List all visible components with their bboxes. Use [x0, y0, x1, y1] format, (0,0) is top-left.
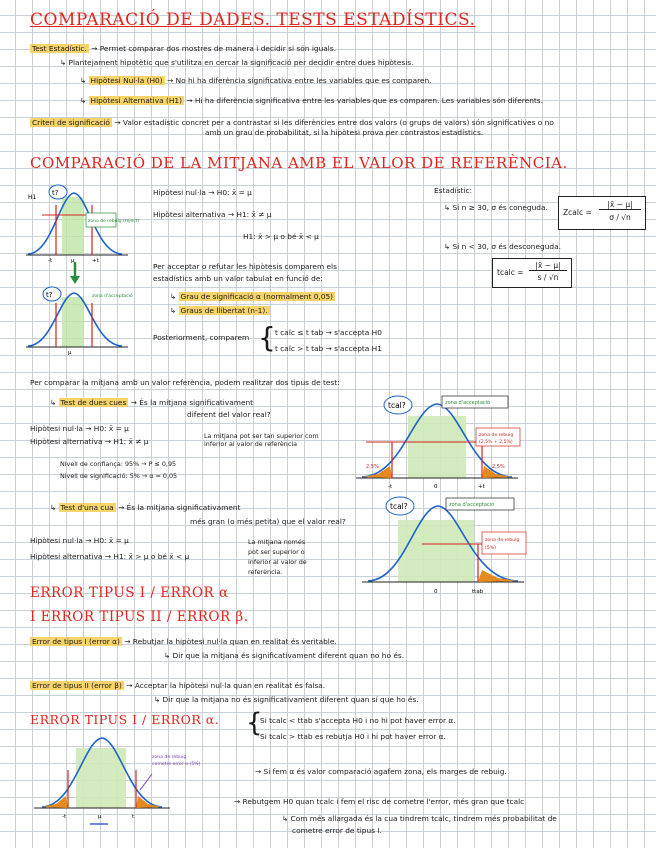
- fig2-accept: zona d'acceptació: [445, 400, 491, 406]
- fig4-tick-2: t: [132, 814, 135, 820]
- hypo-intro: ↳ Plantejament hipotètic que s'utilitza en cercar la significació per decidir entre dues hipòtesis.: [60, 58, 414, 67]
- z-num: |x̄ − μ|: [599, 200, 641, 210]
- normal-curve-figure-top: [22, 183, 140, 264]
- fig4-note-1: zona de rebuig: [152, 755, 187, 760]
- fig1-q: t?: [52, 189, 59, 197]
- h0-def: No hi ha diferència significativa entre les variables que es comparen.: [175, 76, 432, 85]
- t1-def-1: És la mitjana significativament: [126, 503, 241, 512]
- t2-h1: Hipòtesi alternativa → H1: x̄ ≠ μ: [30, 437, 149, 446]
- e2-line: Error de tipus II (error β) → Acceptar la hipòtesi nul·la quan en realitat és falsa.: [32, 681, 326, 690]
- t1-h0: Hipòtesi nul·la → H0: x̄ = μ: [30, 536, 129, 545]
- fig3-tick-0: 0: [434, 589, 438, 595]
- b5: ↳ Com més allargada és la cua tindrem tcalc, tindrem més probabilitat de: [282, 814, 557, 823]
- s2-crit-b-text: Graus de llibertat (n-1).: [180, 306, 268, 315]
- fig2-tick-0: -t: [388, 484, 393, 490]
- fig1-tick-1: μ: [71, 258, 75, 264]
- s4-title-2: I ERROR TIPUS II / ERROR β.: [30, 609, 249, 625]
- fig2-left: 2,5%: [366, 464, 379, 470]
- s2-h1b: H1: x̄ > μ o bé x̄ < μ: [243, 232, 319, 241]
- stat-a-text: Si n ≥ 30, σ és coneguda.: [452, 203, 548, 212]
- s2-h1: Hipòtesi alternativa → H1: x̄ ≠ μ: [153, 210, 272, 219]
- e1-def-2-text: Dir que la mitjana és significativament diferent quan no ho és.: [172, 651, 405, 660]
- fig1-zone: zona de rebuig (reject): [88, 219, 140, 224]
- fig4-tick-0: -t: [62, 814, 67, 820]
- t2-h0: Hipòtesi nul·la → H0: x̄ = μ: [30, 424, 129, 433]
- t2-label: Test de dues cues: [60, 398, 127, 407]
- fig2-q: tcal?: [388, 401, 406, 410]
- test-label: Test Estadístic.: [32, 44, 87, 53]
- t1-line: ↳ Test d'una cua → És la mitjana significativament: [50, 503, 241, 512]
- fig1-h1: H1: [28, 194, 37, 201]
- t1-note-2: pot ser superior o: [248, 548, 305, 556]
- t1-def-2: més gran (o més petita) que el valor real?: [190, 517, 346, 526]
- t1-note-4: referència.: [248, 568, 283, 576]
- fig2-reject: zona de rebuig: [479, 433, 514, 438]
- t2-note-1: La mitjana pot ser tan superior com: [204, 432, 319, 440]
- error-alpha-figure: [30, 730, 230, 842]
- sig-line: Nivell de significació: 5% → α = 0,05: [60, 472, 178, 480]
- s2-h0: Hipòtesi nul·la → H0: x̄ = μ: [153, 188, 252, 197]
- brace: {: [258, 321, 276, 354]
- b3: → Si fem α és valor comparació agafem zona, els marges de rebuig.: [255, 767, 507, 776]
- t2-line: ↳ Test de dues cues → És la mitjana significativament: [50, 398, 254, 407]
- fig2-tick-1: 0: [434, 484, 438, 490]
- b4: → Rebutgem H0 quan tcalc i fem el risc de cometre l'error, més gran que tcalc: [234, 797, 525, 806]
- fig3-reject: zona de rebuig: [485, 538, 520, 543]
- b5-text: Com més allargada és la cua tindrem tcalc, tindrem més probabilitat de: [290, 814, 557, 823]
- page-title: COMPARACIÓ DE DADES. TESTS ESTADÍSTICS.: [30, 10, 476, 30]
- fig1b-accept: zona d'acceptació: [92, 294, 133, 299]
- fig1b-q: t?: [46, 291, 53, 299]
- b2: Si tcalc > ttab es rebutja H0 i hi pot haver error α.: [260, 732, 446, 741]
- e1-line: Error de tipus I (error α) → Rebutjar la hipòtesi nul·la quan en realitat és veritable.: [32, 637, 337, 646]
- two-tailed-figure: [352, 392, 522, 496]
- fig1b-tick: μ: [68, 350, 72, 356]
- e2-def-1: Acceptar la hipòtesi nul·la quan en realitat és falsa.: [134, 681, 326, 690]
- s2-reject-2: estadístics amb un valor tabulat en funció de:: [153, 274, 323, 283]
- stat-b: ↳ Si n < 30, σ és desconeguda.: [444, 242, 561, 251]
- e2-label: Error de tipus II (error β): [32, 681, 122, 690]
- t2-note-2: inferior al valor de referència: [204, 440, 298, 448]
- t1-label: Test d'una cua: [60, 503, 114, 512]
- z-den: σ / √n: [609, 213, 631, 222]
- s2-cmp-1: t calc ≤ t tab → s'accepta H0: [275, 328, 382, 337]
- b4-text: Rebutgem H0 quan tcalc i fem el risc de cometre l'error, més gran que tcalc: [242, 797, 525, 806]
- stat-a: ↳ Si n ≥ 30, σ és coneguda.: [444, 203, 548, 212]
- z-formula-box: [558, 196, 646, 230]
- fig1-tick-0: -t: [48, 258, 53, 264]
- fig2-tick-2: +t: [478, 484, 485, 490]
- fig2-right: 2,5%: [492, 464, 505, 470]
- s4-sub-title: ERROR TIPUS I / ERROR α.: [30, 712, 220, 727]
- h1-def: Hi ha diferència significativa entre les variables que es comparen. Les variables són diferents.: [194, 96, 543, 105]
- fig4-note-2: cometre error α (5%): [152, 762, 201, 767]
- s2-crit-a: ↳ Grau de significació α (normalment 0,05): [170, 292, 334, 301]
- down-arrow: [70, 262, 80, 284]
- h1-line: ↳ Hipòtesi Alternativa (H1) → Hi ha diferència significativa entre les variables que es comparen. Les variables són diferents.: [80, 96, 543, 105]
- fig3-reject-b: (5%): [485, 546, 496, 551]
- t-lhs: tcalc =: [497, 268, 524, 277]
- normal-curve-figure-bottom: [22, 285, 132, 355]
- z-lhs: Zcalc =: [563, 208, 592, 217]
- fig3-q: tcal?: [390, 502, 408, 511]
- crit-def-1: Valor estadístic concret per a contrastar si les diferències entre dos valors (o grups de valors) són significatives o no: [122, 118, 554, 127]
- hypo-intro-text: Plantejament hipotètic que s'utilitza en cercar la significació per decidir entre dues hipòtesis.: [68, 58, 414, 67]
- e2-def-2: ↳ Dir que la mitjana no és significativament diferent quan sí que ho és.: [154, 695, 419, 704]
- s2-cmp-2: t calc > t tab → s'accepta H1: [275, 344, 382, 353]
- fig3-accept: zona d'acceptació: [449, 502, 495, 508]
- t-formula-box: [492, 258, 572, 288]
- crit-line: Criteri de significació → Valor estadístic concret per a contrastar si les diferències entre dos valors (o grups de valors) són significatives o no: [32, 118, 554, 127]
- t2-def-2: diferent del valor real?: [187, 410, 271, 419]
- s4-title-1: ERROR TIPUS I / ERROR α: [30, 585, 229, 601]
- h0-line: ↳ Hipòtesi Nul·la (H0) → No hi ha diferència significativa entre les variables que es comparen.: [80, 76, 432, 85]
- conf-line: Nivell de confiança: 95% → P ≤ 0,95: [60, 460, 177, 468]
- b6: cometre error de tipus I.: [292, 826, 382, 835]
- one-tailed-figure: [358, 492, 528, 602]
- test-def: Permet comparar dos mostres de manera i decidir si són iguals.: [99, 44, 337, 53]
- fig3-tick-1: ttab: [472, 589, 484, 595]
- t1-note-3: inferior al valor de: [248, 558, 307, 566]
- stat-b-text: Si n < 30, σ és desconeguda.: [452, 242, 561, 251]
- section2-title: COMPARACIÓ DE LA MITJANA AMB EL VALOR DE REFERÈNCIA.: [30, 154, 568, 172]
- e1-label: Error de tipus I (error α): [32, 637, 120, 646]
- fig1-tick-2: +t: [92, 258, 99, 264]
- t1-note-1: La mitjana només: [248, 538, 306, 546]
- s3-intro: Per comparar la mitjana amb un valor referència, podem realitzar dos tipus de test:: [30, 378, 340, 387]
- s2-crit-b: ↳ Graus de llibertat (n-1).: [170, 306, 268, 315]
- e2-def-2-text: Dir que la mitjana no és significativament diferent quan sí que ho és.: [162, 695, 419, 704]
- fig2-reject-b: (2,5% + 2,5%): [479, 440, 513, 445]
- t1-h1: Hipòtesi alternativa → H1: x̄ > μ o bé x̄ < μ: [30, 552, 190, 561]
- s2-reject-1: Per acceptar o refutar les hipòtesis comparem els: [153, 262, 337, 271]
- fig4-tick-1: μ: [98, 814, 102, 820]
- b3-text: Si fem α és valor comparació agafem zona, els marges de rebuig.: [263, 767, 507, 776]
- b1: Si tcalc < ttab s'accepta H0 i no hi pot haver error α.: [260, 716, 456, 725]
- stat-title: Estadístic:: [434, 186, 473, 195]
- crit-label: Criteri de significació: [32, 118, 110, 127]
- t-den: s / √n: [537, 273, 559, 282]
- e1-def-1: Rebutjar la hipòtesi nul·la quan en realitat és veritable.: [132, 637, 337, 646]
- intro-line-1: Test Estadístic. → Permet comparar dos mostres de manera i decidir si són iguals.: [32, 44, 337, 53]
- s2-crit-a-text: Grau de significació α (normalment 0,05): [180, 292, 334, 301]
- crit-def-2: amb un grau de probabilitat, si la hipòtesi prova per contrastos estadístics.: [205, 128, 484, 137]
- e1-def-2: ↳ Dir que la mitjana és significativament diferent quan no ho és.: [164, 651, 405, 660]
- h1-label: Hipòtesi Alternativa (H1): [90, 96, 182, 105]
- s2-final: Posteriorment, comparem: [153, 333, 250, 342]
- t-num: |x̄ − μ|: [529, 261, 567, 271]
- brace-2: {: [246, 708, 263, 738]
- h0-label: Hipòtesi Nul·la (H0): [90, 76, 163, 85]
- t2-def-1: És la mitjana significativament: [139, 398, 254, 407]
